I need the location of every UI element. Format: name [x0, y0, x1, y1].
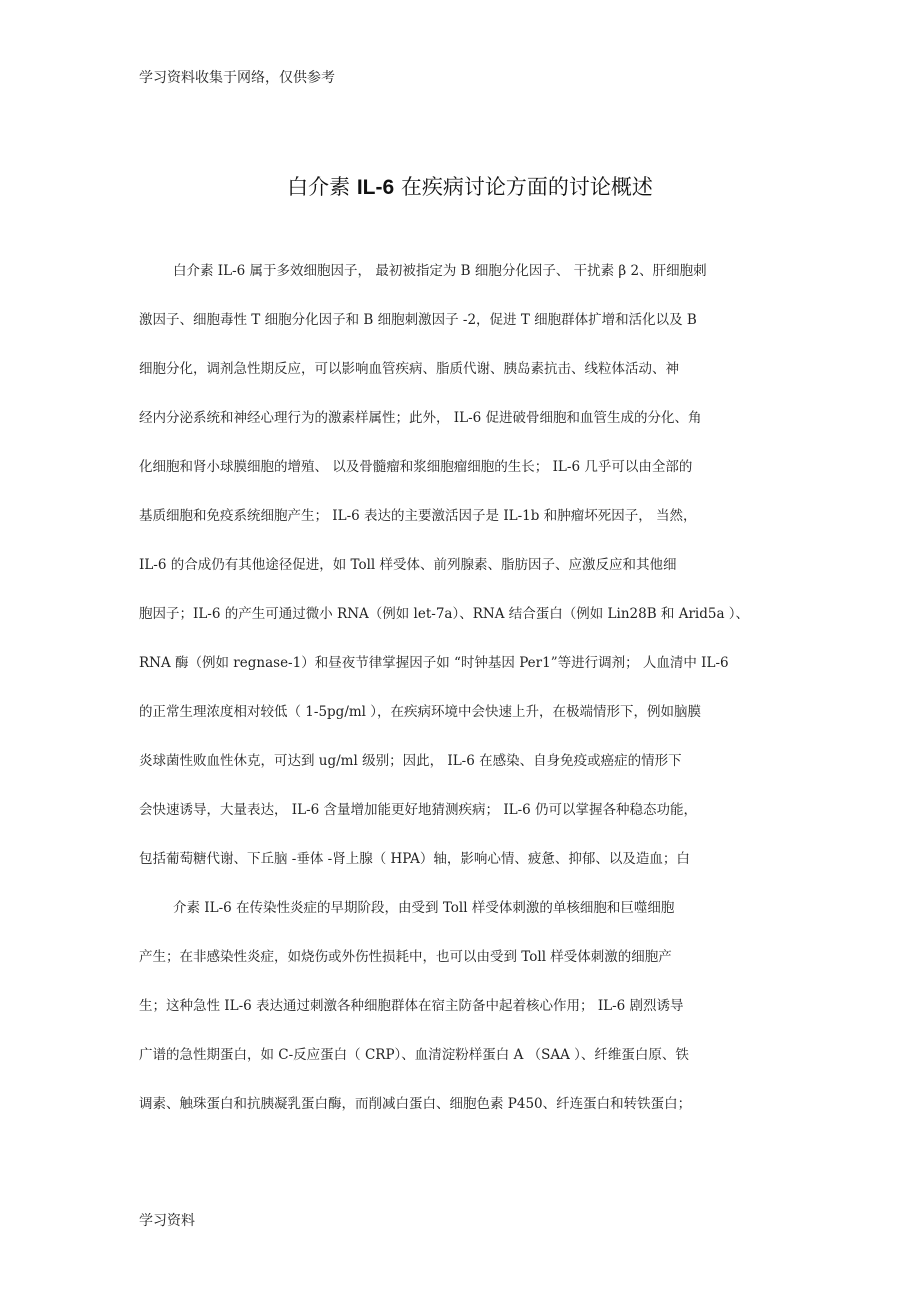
body-paragraph: [139, 262, 799, 1144]
body-line: 广谱的急性期蛋白，如 C-反应蛋白（ CRP）、血清淀粉样蛋白 A （SAA ）、纤维蛋白原、铁: [139, 1047, 689, 1063]
body-line: 介素 IL-6 在传染性炎症的早期阶段，由受到 Toll 样受体刺激的单核细胞和巨噬细胞: [173, 900, 675, 916]
body-line: 的正常生理浓度相对较低（ 1-5pg/ml ），在疾病环境中会快速上升，在极端情形下，例如脑膜: [139, 704, 702, 720]
body-line: 化细胞和肾小球膜细胞的增殖、 以及骨髓瘤和浆细胞瘤细胞的生长； IL-6 几乎可以由全部的: [139, 459, 693, 475]
body-line: 细胞分化，调剂急性期反应，可以影响血管疾病、脂质代谢、胰岛素抗击、线粒体活动、神: [139, 361, 679, 377]
title-keyword: IL-6: [356, 176, 395, 199]
body-line: 产生；在非感染性炎症，如烧伤或外伤性损耗中，也可以由受到 Toll 样受体刺激的细胞产: [139, 949, 672, 965]
body-line: RNA 酶（例如 regnase-1）和昼夜节律掌握因子如 “时钟基因 Per1”等进行调剂； 人血清中 IL-6: [139, 655, 729, 671]
document-title: [0, 174, 920, 201]
body-line: 调素、触珠蛋白和抗胰凝乳蛋白酶，而削减白蛋白、细胞色素 P450、纤连蛋白和转铁蛋白；: [139, 1096, 692, 1112]
body-line: IL-6 的合成仍有其他途径促进，如 Toll 样受体、前列腺素、脂肪因子、应激反应和其他细: [139, 557, 677, 573]
body-line: 生；这种急性 IL-6 表达通过刺激各种细胞群体在宿主防备中起着核心作用； IL-6 剧烈诱导: [139, 998, 684, 1014]
body-line: 胞因子；IL-6 的产生可通过微小 RNA（例如 let-7a）、RNA 结合蛋白（例如 Lin28B 和 Arid5a ）、: [139, 606, 750, 622]
body-line: 炎球菌性败血性休克，可达到 ug/ml 级别；因此， IL-6 在感染、自身免疫或癌症的情形下: [139, 753, 682, 769]
header-note: 学习资料收集于网络，仅供参考: [139, 70, 335, 86]
title-suffix: 在疾病讨论方面的讨论概述: [400, 175, 653, 199]
body-line: 会快速诱导，大量表达， IL-6 含量增加能更好地猜测疾病； IL-6 仍可以掌握各种稳态功能，: [139, 802, 698, 818]
footer-note: 学习资料: [139, 1213, 195, 1229]
body-line: 激因子、细胞毒性 T 细胞分化因子和 B 细胞刺激因子 -2，促进 T 细胞群体扩增和活化以及 B: [139, 312, 697, 328]
body-line: 基质细胞和免疫系统细胞产生； IL-6 表达的主要激活因子是 IL-1b 和肿瘤坏死因子， 当然，: [139, 508, 697, 524]
body-line: 白介素 IL-6 属于多效细胞因子， 最初被指定为 B 细胞分化因子、 干扰素 β 2、肝细胞刺: [173, 263, 707, 279]
body-line: 包括葡萄糖代谢、下丘脑 -垂体 -肾上腺（ HPA）轴，影响心情、疲惫、抑郁、以及造血；白: [139, 851, 690, 867]
body-line: 经内分泌系统和神经心理行为的激素样属性；此外， IL-6 促进破骨细胞和血管生成的分化、角: [139, 410, 702, 426]
title-prefix: 白介素: [287, 175, 351, 199]
